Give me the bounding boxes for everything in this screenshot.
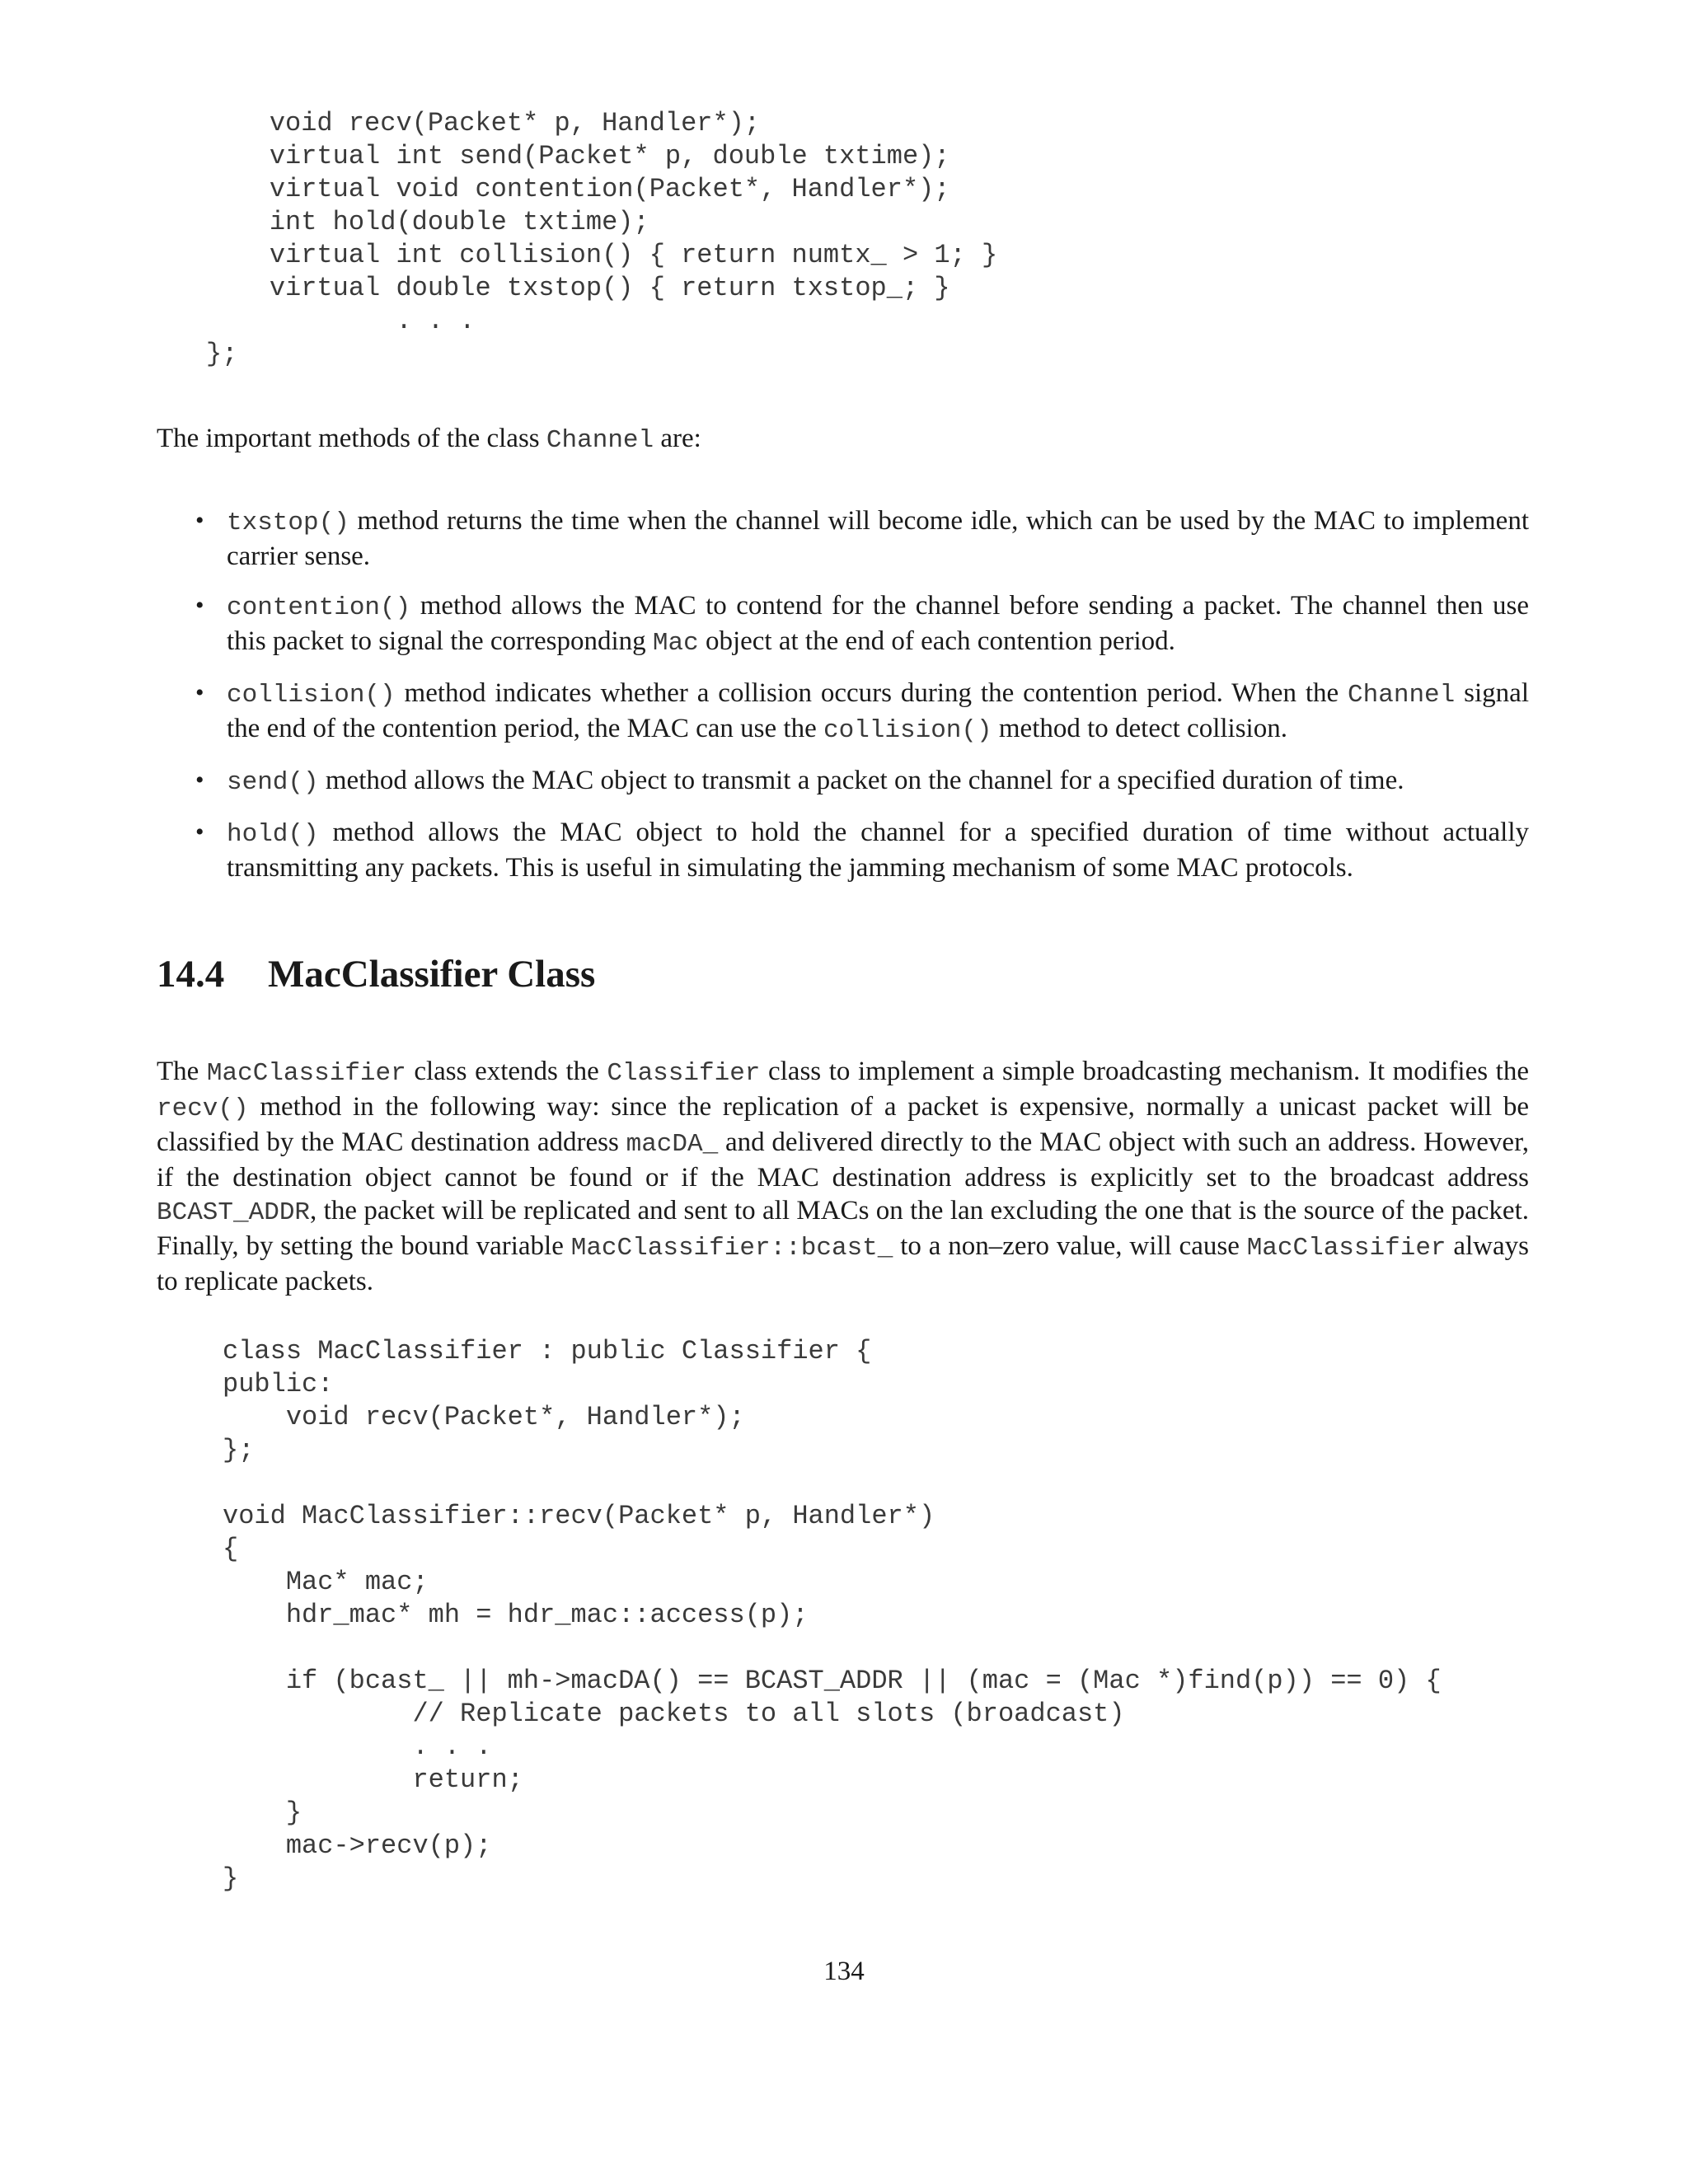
inline-text: method allows the MAC object to hold the channel for a specified duration of time without actually transmitting any packets. This is useful in simulating the jamming mechanism of some MAC protocols. — [227, 818, 1529, 883]
bullet-mark: • — [195, 592, 204, 619]
bullet-item — [157, 504, 1529, 573]
code-block-channel-class: void recv(Packet* p, Handler*); virtual int send(Packet* p, double txtime); virtual void contention(Packet*, Handler*); int hold(double txtime); virtual int collision() { return numtx_ > 1; } virtual double txstop() { return txstop_; } . . . }; — [206, 108, 998, 369]
intro-paragraph — [157, 422, 1529, 457]
bullet-item — [157, 677, 1529, 748]
inline-code: send() — [227, 768, 319, 797]
inline-text: , the packet will be replicated and sent to all MACs on the lan excluding the one that is the source of the packet. Finally, by setting the bound variable — [157, 1196, 1529, 1261]
inline-code: contention() — [227, 593, 411, 622]
inline-text: method allows the MAC to contend for the channel before sending a packet. The channel then use this packet to signal the corresponding — [227, 591, 1529, 656]
inline-text: method allows the MAC object to transmit a packet on the channel for a specified duration of time. — [318, 766, 1404, 795]
intro-text-before: The important methods of the class — [157, 424, 546, 453]
intro-class-name: Channel — [546, 426, 654, 455]
inline-text: class to implement a simple broadcasting mechanism. It modifies the — [760, 1057, 1529, 1086]
inline-code: BCAST_ADDR — [157, 1198, 311, 1227]
intro-text-after: are: — [654, 424, 701, 453]
section-number: 14.4 — [157, 953, 225, 996]
inline-code: txstop() — [227, 509, 349, 537]
inline-text: class extends the — [406, 1057, 607, 1086]
bullet-item — [157, 589, 1529, 660]
inline-code: Channel — [1348, 681, 1456, 710]
inline-text: signal the end of the contention period, the MAC can use the — [227, 678, 1529, 743]
bullet-item — [157, 816, 1529, 884]
inline-text: method in the following way: since the replication of a packet is expensive, normally a unicast packet will be classified by the MAC destination address — [157, 1092, 1529, 1157]
bullet-mark: • — [195, 507, 204, 534]
inline-text: and delivered directly to the MAC object with such an address. However, if the destination object cannot be found or if the MAC destination address is explicitly set to the broadcast address — [157, 1127, 1529, 1193]
section-heading — [157, 949, 595, 999]
inline-text: always to replicate packets. — [157, 1231, 1530, 1296]
section-paragraph — [157, 1055, 1529, 1298]
methods-bullet-list — [157, 504, 1529, 901]
inline-code: hold() — [227, 820, 319, 849]
inline-code: recv() — [157, 1094, 249, 1123]
inline-code: Classifier — [607, 1059, 761, 1088]
inline-text: object at the end of each contention period. — [698, 626, 1175, 656]
inline-text: to a non–zero value, will cause — [893, 1231, 1247, 1261]
inline-code: macDA_ — [626, 1130, 719, 1159]
section-title: MacClassifier Class — [268, 953, 596, 996]
inline-text: method to detect collision. — [992, 714, 1287, 743]
inline-code: MacClassifier — [1246, 1234, 1447, 1263]
page-number: 134 — [823, 1957, 865, 1986]
bullet-mark: • — [195, 679, 204, 706]
inline-code: MacClassifier — [206, 1059, 406, 1088]
inline-code: Mac — [652, 629, 699, 658]
inline-text: The — [157, 1057, 207, 1086]
inline-text: method returns the time when the channel will become idle, which can be used by the MAC to implement carrier sense. — [227, 506, 1529, 571]
inline-code: collision() — [227, 681, 396, 710]
bullet-mark: • — [195, 818, 204, 846]
code-block-macclassifier: class MacClassifier : public Classifier { public: void recv(Packet*, Handler*); }; void MacClassifier::recv(Packet* p, Handler*) { Mac* mac; hdr_mac* mh = hdr_mac::access(p); if (bcast_ || mh->macDA() == BCAST_ADDR || (mac = (Mac *)find(p)) == 0) { // Replicate packets to all slots (broadcast) . . . return; } mac->recv(p); } — [223, 1336, 1442, 1894]
inline-text: method indicates whether a collision occurs during the contention period. When the — [395, 678, 1348, 708]
inline-code: MacClassifier::bcast_ — [570, 1234, 893, 1263]
bullet-mark: • — [195, 766, 204, 794]
inline-code: collision() — [823, 716, 992, 745]
bullet-item — [157, 764, 1529, 799]
